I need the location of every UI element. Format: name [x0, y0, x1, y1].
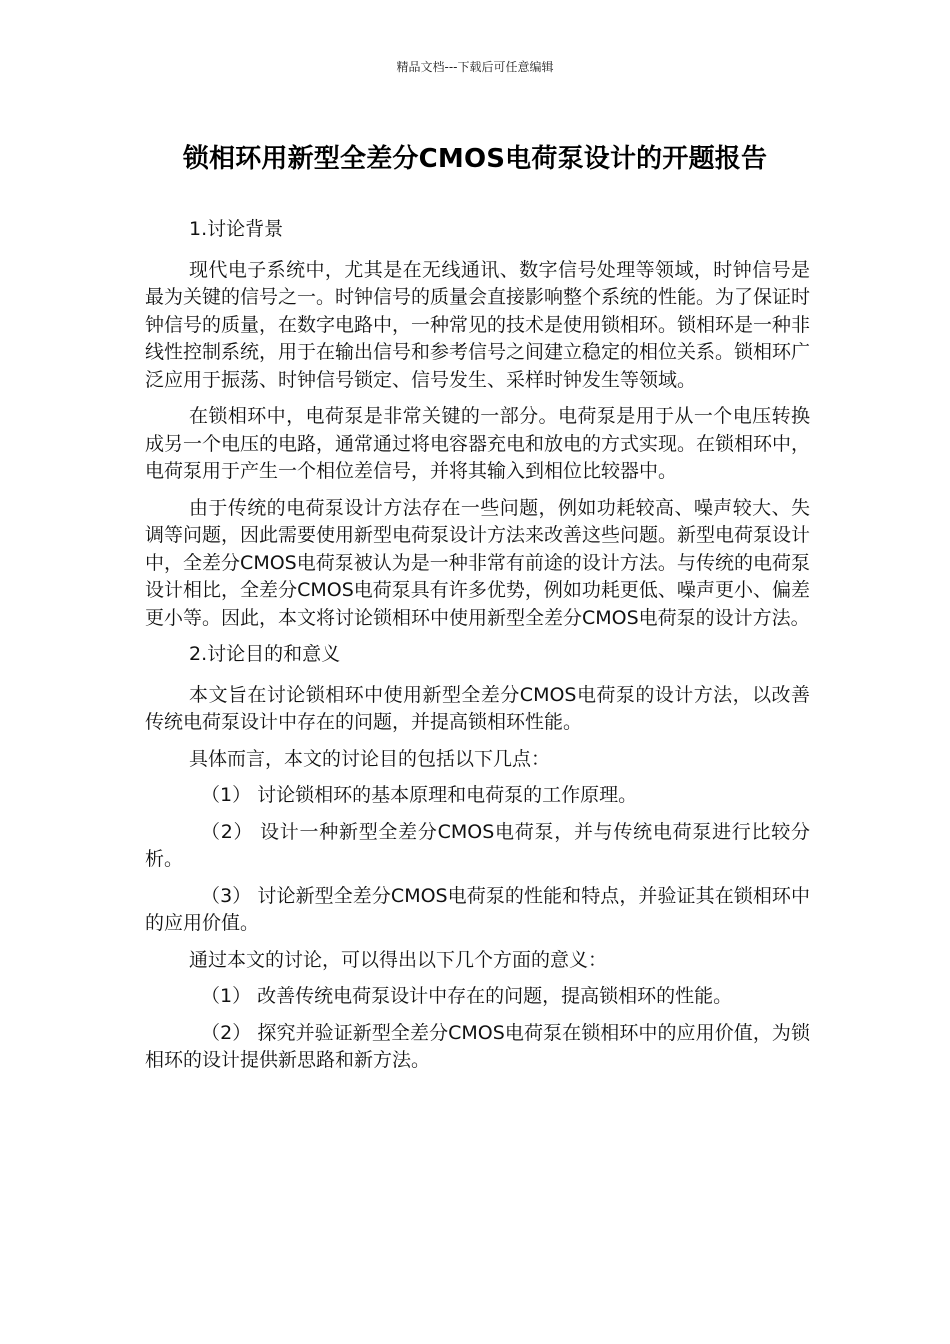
list-item: （1） 讨论锁相环的基本原理和电荷泵的工作原理。 [201, 784, 638, 806]
document-title: 锁相环用新型全差分CMOS电荷泵设计的开题报告 [182, 144, 768, 174]
paragraph: 由于传统的电荷泵设计方法存在一些问题，例如功耗较高、噪声较大、失调等问题，因此需要使用新型电荷泵设计方法来改善这些问题。新型电荷泵设计中，全差分CMOS电荷泵被认为是一种非常有前途的设计方法。与传统的电荷泵设计相比，全差分CMOS电荷泵具有许多优势，例如功耗更低、噪声更小、偏差更小等。因此，本文将讨论锁相环中使用新型全差分CMOS电荷泵的设计方法。 [145, 496, 811, 629]
paragraph: 通过本文的讨论，可以得出以下几个方面的意义： [189, 948, 608, 971]
list-item: （2） 探究并验证新型全差分CMOS电荷泵在锁相环中的应用价值，为锁相环的设计提供新思路和新方法。 [145, 1021, 810, 1071]
list-item: （3） 讨论新型全差分CMOS电荷泵的性能和特点，并验证其在锁相环中的应用价值。 [145, 884, 810, 934]
paragraph: 现代电子系统中，尤其是在无线通讯、数字信号处理等领域，时钟信号是最为关键的信号之一。时钟信号的质量会直接影响整个系统的性能。为了保证时钟信号的质量，在数字电路中，一种常见的技术是使用锁相环。锁相环是一种非线性控制系统，用于在输出信号和参考信号之间建立稳定的相位关系。锁相环广泛应用于振荡、时钟信号锁定、信号发生、采样时钟发生等领域。 [145, 258, 811, 391]
page-header-note: 精品文档---下载后可任意编辑 [396, 60, 554, 74]
list-item: （2） 设计一种新型全差分CMOS电荷泵，并与传统电荷泵进行比较分析。 [145, 820, 810, 870]
paragraph: 本文旨在讨论锁相环中使用新型全差分CMOS电荷泵的设计方法，以改善传统电荷泵设计中存在的问题，并提高锁相环性能。 [145, 683, 810, 733]
paragraph: 在锁相环中，电荷泵是非常关键的一部分。电荷泵是用于从一个电压转换成另一个电压的电路，通常通过将电容器充电和放电的方式实现。在锁相环中，电荷泵用于产生一个相位差信号，并将其输入到相位比较器中。 [145, 405, 811, 482]
section-heading-background: 1.讨论背景 [189, 218, 284, 240]
document-body [145, 216, 810, 1084]
list-item: （1） 改善传统电荷泵设计中存在的问题，提高锁相环的性能。 [201, 985, 733, 1007]
section-heading-purpose: 2.讨论目的和意义 [189, 643, 341, 665]
paragraph: 具体而言，本文的讨论目的包括以下几点： [189, 747, 551, 770]
